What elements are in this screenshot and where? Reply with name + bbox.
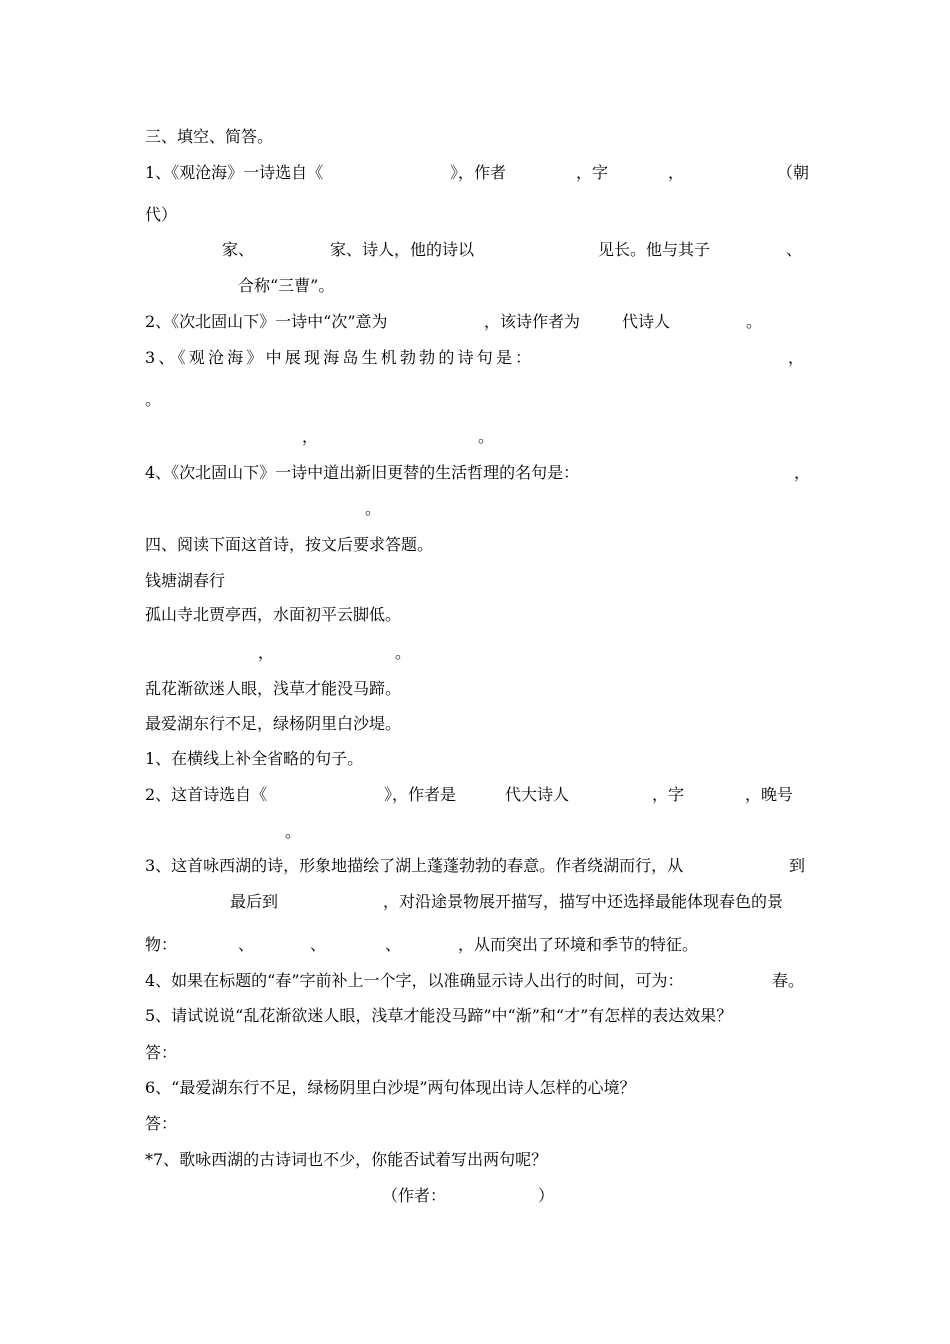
s3-q2-b: ，该诗作者为 <box>484 312 581 331</box>
s3-q3-b: ， <box>788 348 805 367</box>
s3-q2-d: 。 <box>746 312 763 331</box>
s4-q5-text: 5、请试说说“乱花渐欲迷人眼，浅草才能没马蹄”中“渐”和“才”有怎样的表达效果？ <box>145 1006 733 1025</box>
s4-q3-line2-a: 最后到 <box>230 892 279 911</box>
s4-q4-a: 4、如果在标题的“春”字前补上一个字，以准确显示诗人出行的时间，可为： <box>145 971 684 990</box>
s3-q1-wrap: 代） <box>145 205 178 224</box>
s3-q1-line2-d: 、 <box>786 240 803 259</box>
section3-title: 三、填空、简答。 <box>145 127 274 146</box>
s3-q1-text-e: （朝 <box>777 163 810 182</box>
s4-q3-b: 到 <box>789 856 806 875</box>
s4-q7-text: *7、歌咏西湖的古诗词也不少，你能否试着写出两句呢？ <box>145 1150 548 1169</box>
s4-q6-text: 6、“最爱湖东行不足，绿杨阴里白沙堤”两句体现出诗人怎样的心境？ <box>145 1078 636 1097</box>
s3-q1-line2-b: 家、诗人，他的诗以 <box>330 240 475 259</box>
s3-q3-line3-period: 。 <box>478 427 495 446</box>
s3-q2-c: 代诗人 <box>622 312 671 331</box>
poem-blank-period: 。 <box>395 643 412 662</box>
s4-q3-line3-a: 物： <box>145 935 178 954</box>
s4-q1: 1、在横线上补全省略的句子。 <box>145 749 364 768</box>
poem-title: 钱塘湖春行 <box>145 571 226 590</box>
s4-q2-b: 》，作者是 <box>384 785 457 804</box>
s3-q1-line2-c: 见长。他与其子 <box>598 240 711 259</box>
s3-q1-text-b: 》，作者 <box>450 163 507 182</box>
s3-q3-line3-comma: ， <box>302 427 319 446</box>
s4-q3-sep-2: 、 <box>310 935 327 954</box>
s4-q2-c: 代大诗人 <box>505 785 570 804</box>
s4-q5-answer: 答： <box>145 1043 178 1062</box>
s4-q3-sep-1: 、 <box>238 935 255 954</box>
s3-q4-period: 。 <box>365 499 382 518</box>
s4-q7-author-open: （作者： <box>382 1186 447 1205</box>
s3-q1-text-c: ，字 <box>576 163 609 182</box>
s4-q3-sep-3: 、 <box>385 935 402 954</box>
s4-q3-line2-b: ，对沿途景物展开描写，描写中还选择最能体现春色的景 <box>383 892 784 911</box>
s3-q3-wrap-period: 。 <box>145 390 162 409</box>
s4-q6-answer: 答： <box>145 1114 178 1133</box>
s3-q1-text-d: ， <box>668 163 685 182</box>
section4-title: 四、阅读下面这首诗，按文后要求答题。 <box>145 535 434 554</box>
poem-line-3: 乱花渐欲迷人眼，浅草才能没马蹄。 <box>145 679 402 698</box>
s3-q3-a: 3、《观沧海》中展现海岛生机勃勃的诗句是： <box>145 348 535 367</box>
s3-q4-a: 4、《次北固山下》一诗中道出新旧更替的生活哲理的名句是： <box>145 463 580 482</box>
poem-blank-comma: ， <box>258 643 275 662</box>
poem-line-4: 最爱湖东行不足，绿杨阴里白沙堤。 <box>145 714 402 733</box>
s4-q7-author-close: ） <box>538 1186 555 1205</box>
s4-q2-a: 2、这首诗选自《 <box>145 785 268 804</box>
s3-q2-a: 2、《次北固山下》一诗中“次”意为 <box>145 312 388 331</box>
s3-q4-b: ， <box>794 463 811 482</box>
s3-q1-line3: 合称“三曹”。 <box>238 276 335 295</box>
s3-q1-text-a: 1、《观沧海》一诗选自《 <box>145 163 324 182</box>
s3-q1-line2-a: 家、 <box>222 240 255 259</box>
s4-q2-d: ，字 <box>652 785 685 804</box>
s4-q4-b: 春。 <box>772 971 805 990</box>
s4-q3-a: 3、这首咏西湖的诗，形象地描绘了湖上蓬蓬勃勃的春意。作者绕湖而行，从 <box>145 856 684 875</box>
poem-line-1: 孤山寺北贾亭西，水面初平云脚低。 <box>145 605 402 624</box>
s4-q2-wrap-period: 。 <box>285 822 302 841</box>
s4-q3-line3-b: ，从而突出了环境和季节的特征。 <box>458 935 699 954</box>
s4-q2-e: ，晚号 <box>745 785 794 804</box>
